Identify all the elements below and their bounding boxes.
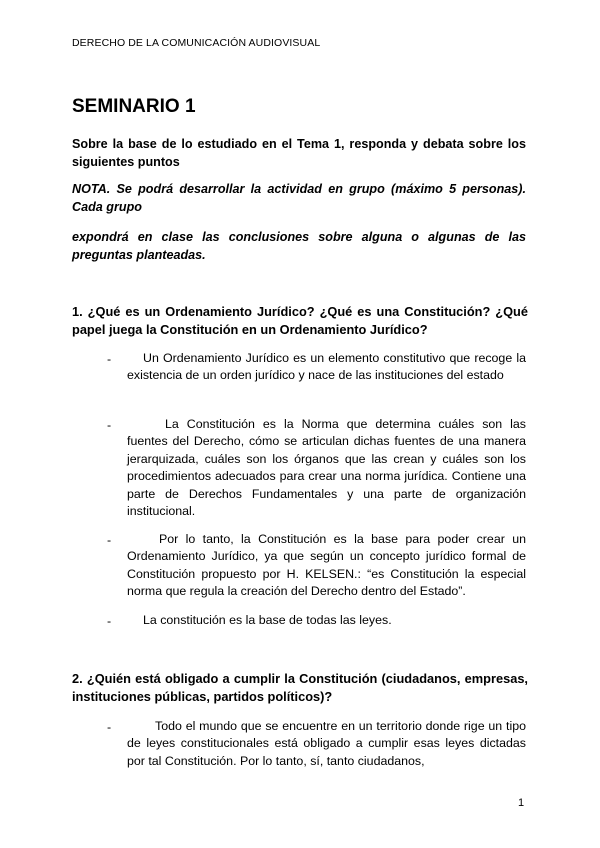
running-header: DERECHO DE LA COMUNICACIÓN AUDIOVISUAL [72, 37, 321, 49]
bullet-marker: - [107, 533, 112, 547]
note-text-continued: expondrá en clase las conclusiones sobre alguna o algunas de las preguntas planteadas. [72, 230, 526, 262]
bullet-marker: - [107, 352, 112, 366]
bullet-marker: - [107, 418, 112, 432]
note-text: NOTA. Se podrá desarrollar la actividad en grupo (máximo 5 personas). Cada grupo [72, 182, 526, 214]
answer-1-1: Un Ordenamiento Jurídico es un elemento constitutivo que recoge la existencia de un orden jurídico y nace de las instituciones del estado [127, 351, 526, 383]
answer-1-4: La constitución es la base de todas las leyes. [143, 613, 392, 627]
bullet-marker: - [107, 614, 112, 628]
question-1: 1. ¿Qué es un Ordenamiento Jurídico? ¿Qué es una Constitución? ¿Qué papel juega la Constitución en un Ordenamiento Jurídico? [72, 304, 528, 337]
question-2: 2. ¿Quién está obligado a cumplir la Constitución (ciudadanos, empresas, instituciones públicas, partidos políticos)? [72, 671, 528, 704]
answer-2-1: Todo el mundo que se encuentre en un territorio donde rige un tipo de leyes constitucionales está obligado a cumplir esas leyes dictadas por tal Constitución. Por lo tanto, sí, tanto ciudadanos, [127, 719, 526, 768]
answer-1-3: Por lo tanto, la Constitución es la base para poder crear un Ordenamiento Jurídico, ya que según un concepto jurídico formal de Constitución propuesto por H. KELSEN.: “es Constitución la especial norma que regula la creación del Derecho dentro del Estado”. [127, 532, 526, 599]
bullet-marker: - [107, 720, 112, 734]
instruction-text: Sobre la base de lo estudiado en el Tema 1, responda y debata sobre los siguientes puntos [72, 137, 526, 169]
answer-1-2: La Constitución es la Norma que determina cuáles son las fuentes del Derecho, cómo se articulan dichas fuentes de una manera jerarquizada, cuáles son los órganos que las crean y cuáles son los procedimientos adecuados para crear una norma jurídica. Contiene una parte de Derechos Fundamentales y una parte de organización institucional. [127, 417, 526, 519]
page-title: SEMINARIO 1 [72, 96, 196, 117]
page-number: 1 [518, 797, 525, 809]
